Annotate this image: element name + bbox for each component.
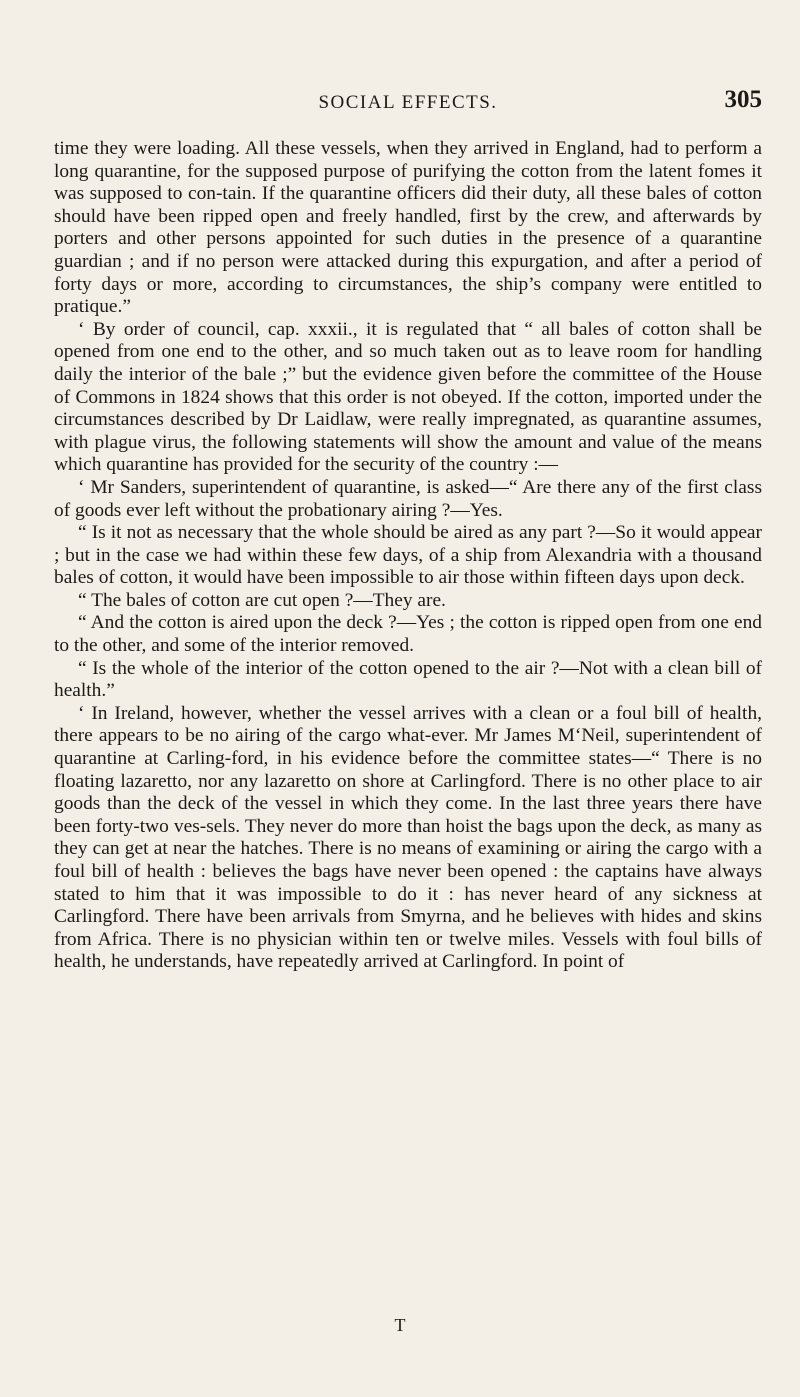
paragraph: ‘ Mr Sanders, superintendent of quarantine, is asked—“ Are there any of the first class of goods ever left without the probationary airing ?—Yes. <box>54 476 762 521</box>
paragraph: ‘ By order of council, cap. xxxii., it is regulated that “ all bales of cotton shall be opened from one end to the other, and so much taken out as to leave room for handling daily the interior of the bale ;” but the evidence given before the committee of the House of Commons in 1824 shows that this order is not obeyed. If the cotton, imported under the circumstances described by Dr Laidlaw, were really impregnated, as quarantine assumes, with plague virus, the following statements will show the amount and value of the means which quarantine has provided for the security of the country :— <box>54 318 762 476</box>
paragraph: “ Is it not as necessary that the whole should be aired as any part ?—So it would appear ; but in the case we had within these few days, of a ship from Alexandria with a thousand bales of cotton, it would have been impossible to air those within fifteen days upon deck. <box>54 522 762 589</box>
running-head <box>54 86 762 120</box>
body-text <box>54 138 762 974</box>
paragraph: time they were loading. All these vessels, when they arrived in England, had to perform a long quarantine, for the supposed purpose of purifying the cotton from the latent fomes it was supposed to con-tain. If the quarantine officers did their duty, all these bales of cotton should have been ripped open and freely handled, first by the crew, and afterwards by porters and other persons appointed for such duties in the presence of a quarantine guardian ; and if no person were attacked during this expurgation, and after a period of forty days or more, according to circumstances, the ship’s company were entitled to pratique.” <box>54 138 762 318</box>
paragraph: “ And the cotton is aired upon the deck ?—Yes ; the cotton is ripped open from one end to the other, and some of the interior removed. <box>54 612 762 657</box>
paragraph: “ The bales of cotton are cut open ?—They are. <box>78 589 446 611</box>
signature-mark: T <box>394 1315 406 1335</box>
paragraph: “ Is the whole of the interior of the cotton opened to the air ?—Not with a clean bill of health.” <box>54 657 762 702</box>
paragraph: ‘ In Ireland, however, whether the vessel arrives with a clean or a foul bill of health, there appears to be no airing of the cargo what-ever. Mr James M‘Neil, superintendent of quarantine at Carling-ford, in his evidence before the committee states—“ There is no floating lazaretto, nor any lazaretto on shore at Carlingford. There is no other place to air goods than the deck of the vessel in which they come. In the last three years there have been forty-two ves-sels. They never do more than hoist the bags upon the deck, as many as they can get at near the hatches. There is no means of examining or airing the cargo with a foul bill of health : believes the bags have never been opened : the captains have always stated to him that it was impossible to do it : has never heard of any sickness at Carlingford. There have been arrivals from Smyrna, and he believes with hides and skins from Africa. There is no physician within ten or twelve miles. Vessels with foul bills of health, he understands, have repeatedly arrived at Carlingford. In point of <box>54 702 762 973</box>
page-number: 305 <box>724 86 762 113</box>
running-title: SOCIAL EFFECTS. <box>318 92 498 113</box>
